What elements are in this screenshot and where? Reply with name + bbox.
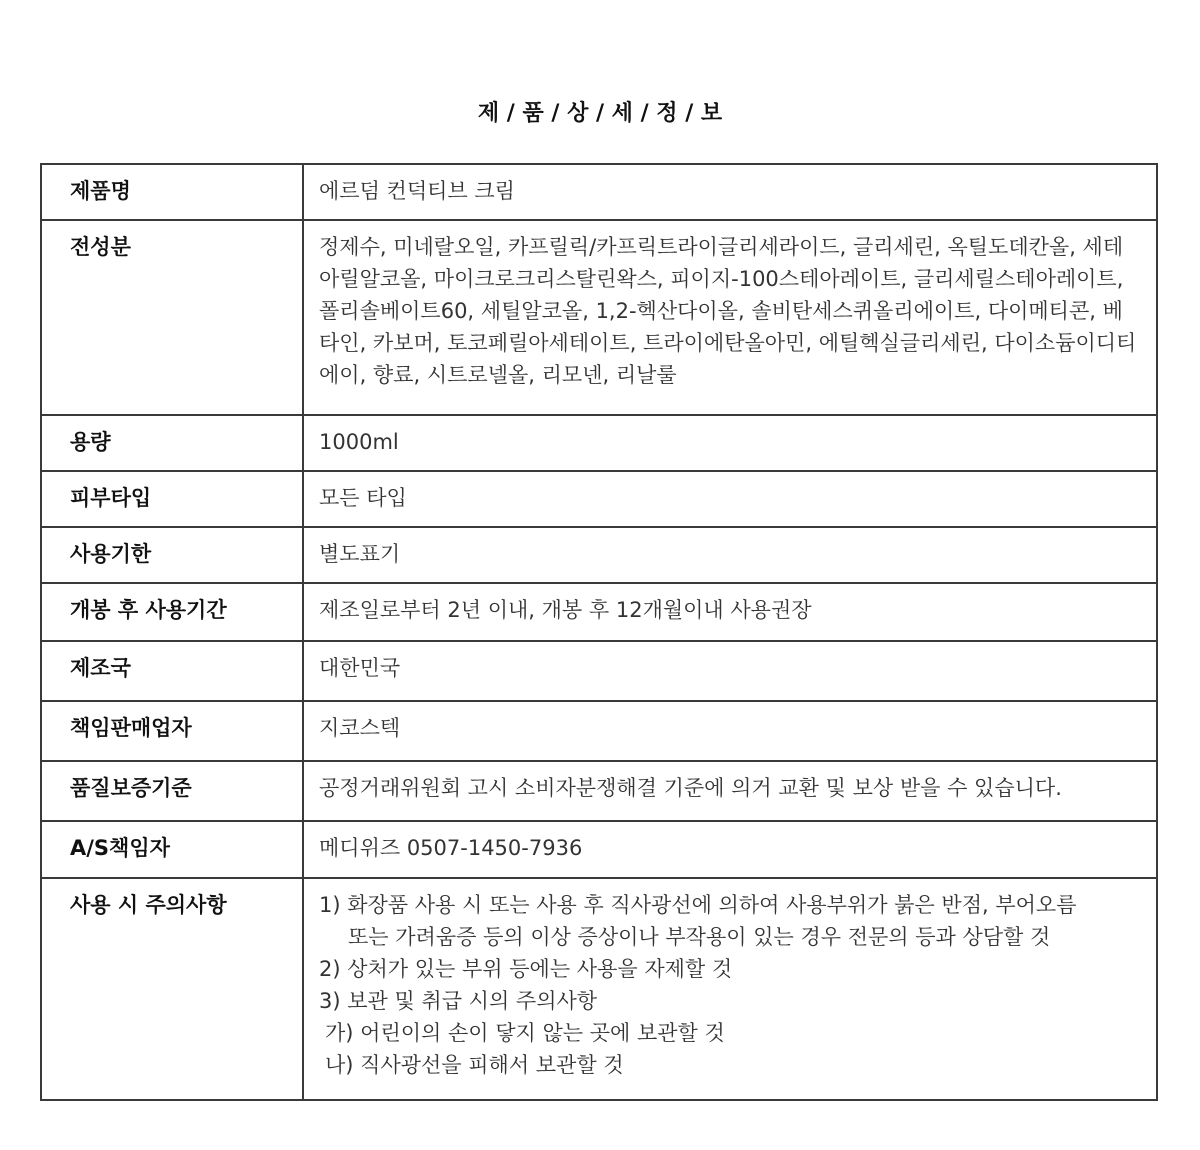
table-row bbox=[41, 527, 1157, 583]
table-row bbox=[41, 583, 1157, 641]
row-label-ingredients: 전성분 bbox=[41, 220, 303, 415]
row-label-volume: 용량 bbox=[41, 415, 303, 471]
row-label-quality-standard: 품질보증기준 bbox=[41, 761, 303, 821]
row-label-skin-type: 피부타입 bbox=[41, 471, 303, 527]
row-value-volume: 1000ml bbox=[303, 415, 1157, 471]
page-title: 제 / 품 / 상 / 세 / 정 / 보 bbox=[477, 101, 723, 126]
table-row bbox=[41, 164, 1157, 220]
row-value-precautions bbox=[303, 878, 1157, 1100]
table-row bbox=[41, 415, 1157, 471]
row-value-as-contact: 메디위즈 0507-1450-7936 bbox=[303, 821, 1157, 878]
precaution-line: 또는 가려움증 등의 이상 증상이나 부작용이 있는 경우 전문의 등과 상담할 것 bbox=[348, 925, 1051, 949]
row-value-ingredients: 정제수, 미네랄오일, 카프릴릭/카프릭트라이글리세라이드, 글리세린, 옥틸도데칸올, 세테아릴알코올, 마이크로크리스탈린왁스, 피이지-100스테아레이트, 글리세릴스테아레이트, 폴리솔베이트60, 세틸알코올, 1,2-헥산다이올, 솔비탄세스퀴올리에이트, 다이메티콘, 베타인, 카보머, 토코페릴아세테이트, 트라이에탄올아민, 에틸헥실글리세린, 다이소듐이디티에이, 향료, 시트로넬올, 리모넨, 리날룰 bbox=[303, 220, 1157, 415]
table-row bbox=[41, 701, 1157, 761]
row-label-country: 제조국 bbox=[41, 641, 303, 701]
row-value-period-after-opening: 제조일로부터 2년 이내, 개봉 후 12개월이내 사용권장 bbox=[303, 583, 1157, 641]
row-label-product-name: 제품명 bbox=[41, 164, 303, 220]
table-row bbox=[41, 761, 1157, 821]
table-row bbox=[41, 641, 1157, 701]
row-value-seller: 지코스텍 bbox=[303, 701, 1157, 761]
row-value-product-name: 에르덤 컨덕티브 크림 bbox=[303, 164, 1157, 220]
precaution-line: 나) 직사광선을 피해서 보관할 것 bbox=[325, 1053, 624, 1077]
row-label-as-contact: A/S책임자 bbox=[41, 821, 303, 878]
row-label-precautions: 사용 시 주의사항 bbox=[41, 878, 303, 1100]
table-row bbox=[41, 878, 1157, 1100]
table-row bbox=[41, 471, 1157, 527]
row-label-period-after-opening: 개봉 후 사용기간 bbox=[41, 583, 303, 641]
product-info-table bbox=[40, 163, 1158, 1101]
row-label-expiry: 사용기한 bbox=[41, 527, 303, 583]
precaution-line: 가) 어린이의 손이 닿지 않는 곳에 보관할 것 bbox=[325, 1021, 725, 1045]
table-row bbox=[41, 821, 1157, 878]
row-value-quality-standard: 공정거래위원회 고시 소비자분쟁해결 기준에 의거 교환 및 보상 받을 수 있습니다. bbox=[303, 761, 1157, 821]
precaution-line: 2) 상처가 있는 부위 등에는 사용을 자제할 것 bbox=[319, 957, 733, 981]
row-label-seller: 책임판매업자 bbox=[41, 701, 303, 761]
table-row bbox=[41, 220, 1157, 415]
row-value-skin-type: 모든 타입 bbox=[303, 471, 1157, 527]
row-value-country: 대한민국 bbox=[303, 641, 1157, 701]
row-value-expiry: 별도표기 bbox=[303, 527, 1157, 583]
precaution-line: 3) 보관 및 취급 시의 주의사항 bbox=[319, 989, 598, 1013]
precaution-line: 1) 화장품 사용 시 또는 사용 후 직사광선에 의하여 사용부위가 붉은 반점, 부어오름 bbox=[319, 893, 1077, 917]
